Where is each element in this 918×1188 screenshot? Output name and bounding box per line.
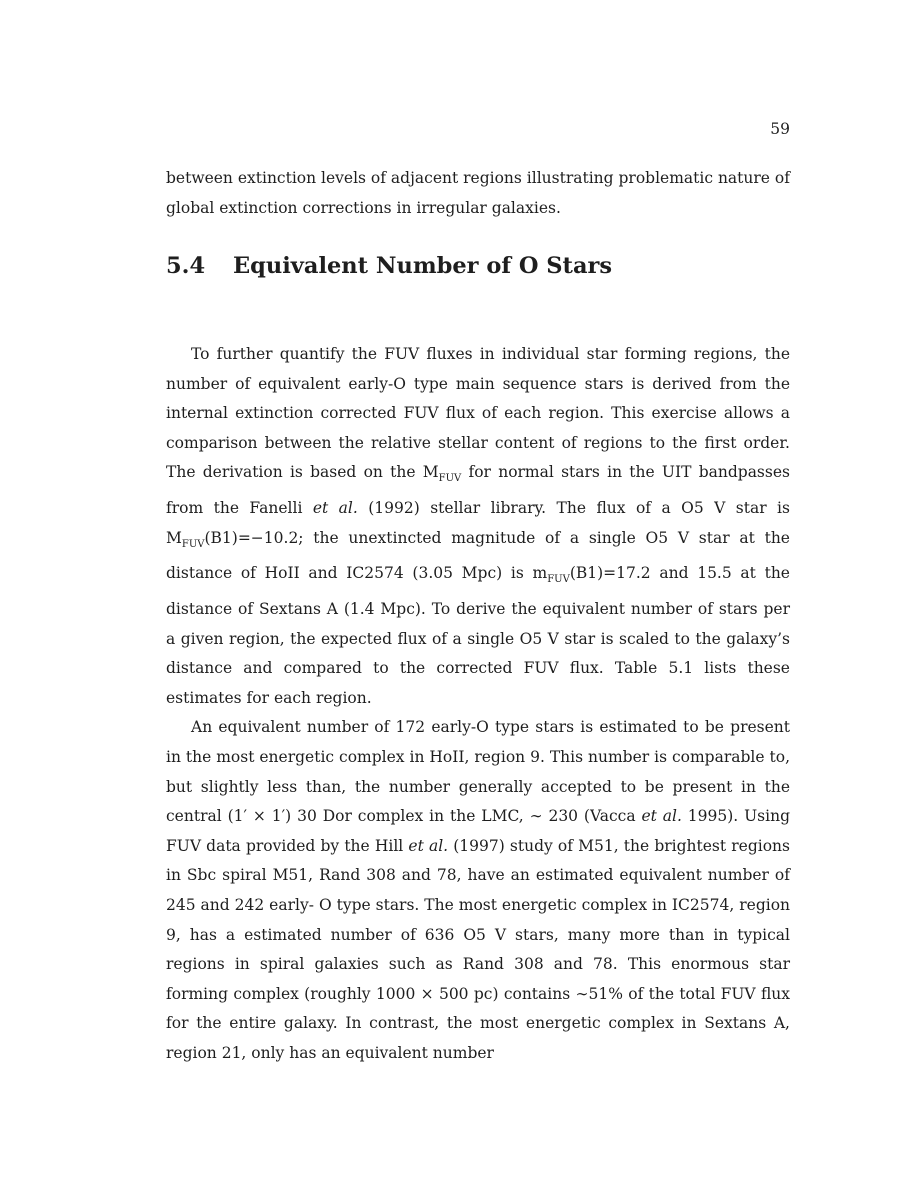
text-line: between the relative stellar content of regions to the first order. The derivation [166, 433, 790, 482]
section-number: 5.4 [166, 253, 206, 279]
text-line: number of 636 O5 V stars, many more than in typical regions in spiral galaxies [166, 925, 790, 974]
continued-paragraph [166, 164, 790, 223]
paragraph-1 [166, 340, 790, 713]
paragraph-2 [166, 713, 790, 1068]
text-line: most energetic complex in Sextans A, region 21, only has an equivalent number [166, 1014, 790, 1062]
text-line: 1995). Using FUV data [166, 807, 790, 855]
text-line: O type stars. The most energetic complex in IC2574, region 9, has a estimated [166, 895, 791, 944]
text-line: (B1)=−10.2; the [204, 528, 339, 547]
text-line: (1′ × 1′) 30 Dor complex in the LMC, ∼ 230 (Vacca [227, 807, 642, 826]
text-line: such as Rand 308 and 78. This enormous star forming complex (roughly 1000 × [166, 955, 790, 1003]
subscript: FUV [547, 574, 570, 586]
section-heading [166, 253, 790, 279]
text-line: An equivalent number of 172 early-O type stars is estimated to be present [191, 718, 790, 737]
page-number: 59 [770, 120, 790, 138]
text-line: is based on the M [289, 463, 439, 482]
text-line: extinction corrected FUV flux of each region. This exercise allows a comparison [166, 404, 790, 452]
text-line: number of equivalent early-O type main sequence stars is derived from the internal [166, 374, 790, 423]
text-line: (1997) study of M51, the brightest regions in Sbc spiral [166, 836, 790, 885]
text-line: (3.05 Mpc) is m [412, 564, 548, 583]
section-title: Equivalent Number of O Stars [233, 253, 613, 279]
text-line: provided by the Hill [245, 836, 409, 855]
text-line: but slightly less than, the number generally accepted to be present in the central [166, 777, 790, 826]
text-line: 500 pc) contains ∼51% of the total FUV flux for the entire galaxy. In contrast, the [166, 984, 791, 1033]
text-line: between extinction levels of adjacent regions illustrating problematic nature of [166, 169, 790, 187]
text-line: (1992) stellar library. The flux of a O5 V star is M [166, 499, 790, 547]
text-line: for normal stars in the UIT bandpasses from the Fanelli [166, 463, 790, 518]
section-body [166, 340, 790, 1069]
text-line: in the most energetic complex in HoII, region 9. This number is comparable to, [166, 748, 790, 766]
text-line: To further quantify the FUV fluxes in individual star forming regions, the [191, 345, 790, 363]
text-line: (B1)=17.2 and 15.5 at the distance of Sextans A (1.4 Mpc). [166, 564, 790, 619]
citation-etal: et al. [408, 836, 449, 855]
citation-etal: et al. [312, 499, 358, 518]
text-line: global extinction corrections in irregular galaxies. [166, 198, 561, 217]
text-line: To derive the equivalent number of stars per a given region, the expected flux of a [166, 600, 790, 648]
text-line: unextincted magnitude of a single O5 V star at the distance of HoII and IC2574 [166, 528, 790, 583]
text-line: FUV flux. Table 5.1 lists these estimates for each region. [166, 659, 790, 707]
citation-etal: et al. [641, 807, 682, 826]
subscript: FUV [438, 473, 462, 485]
subscript: FUV [181, 538, 205, 550]
text-line: single O5 V star is scaled to the galaxy’s distance and compared to the corrected [166, 629, 790, 678]
text-line: M51, Rand 308 and 78, have an estimated equivalent number of 245 and 242 early- [166, 866, 790, 914]
